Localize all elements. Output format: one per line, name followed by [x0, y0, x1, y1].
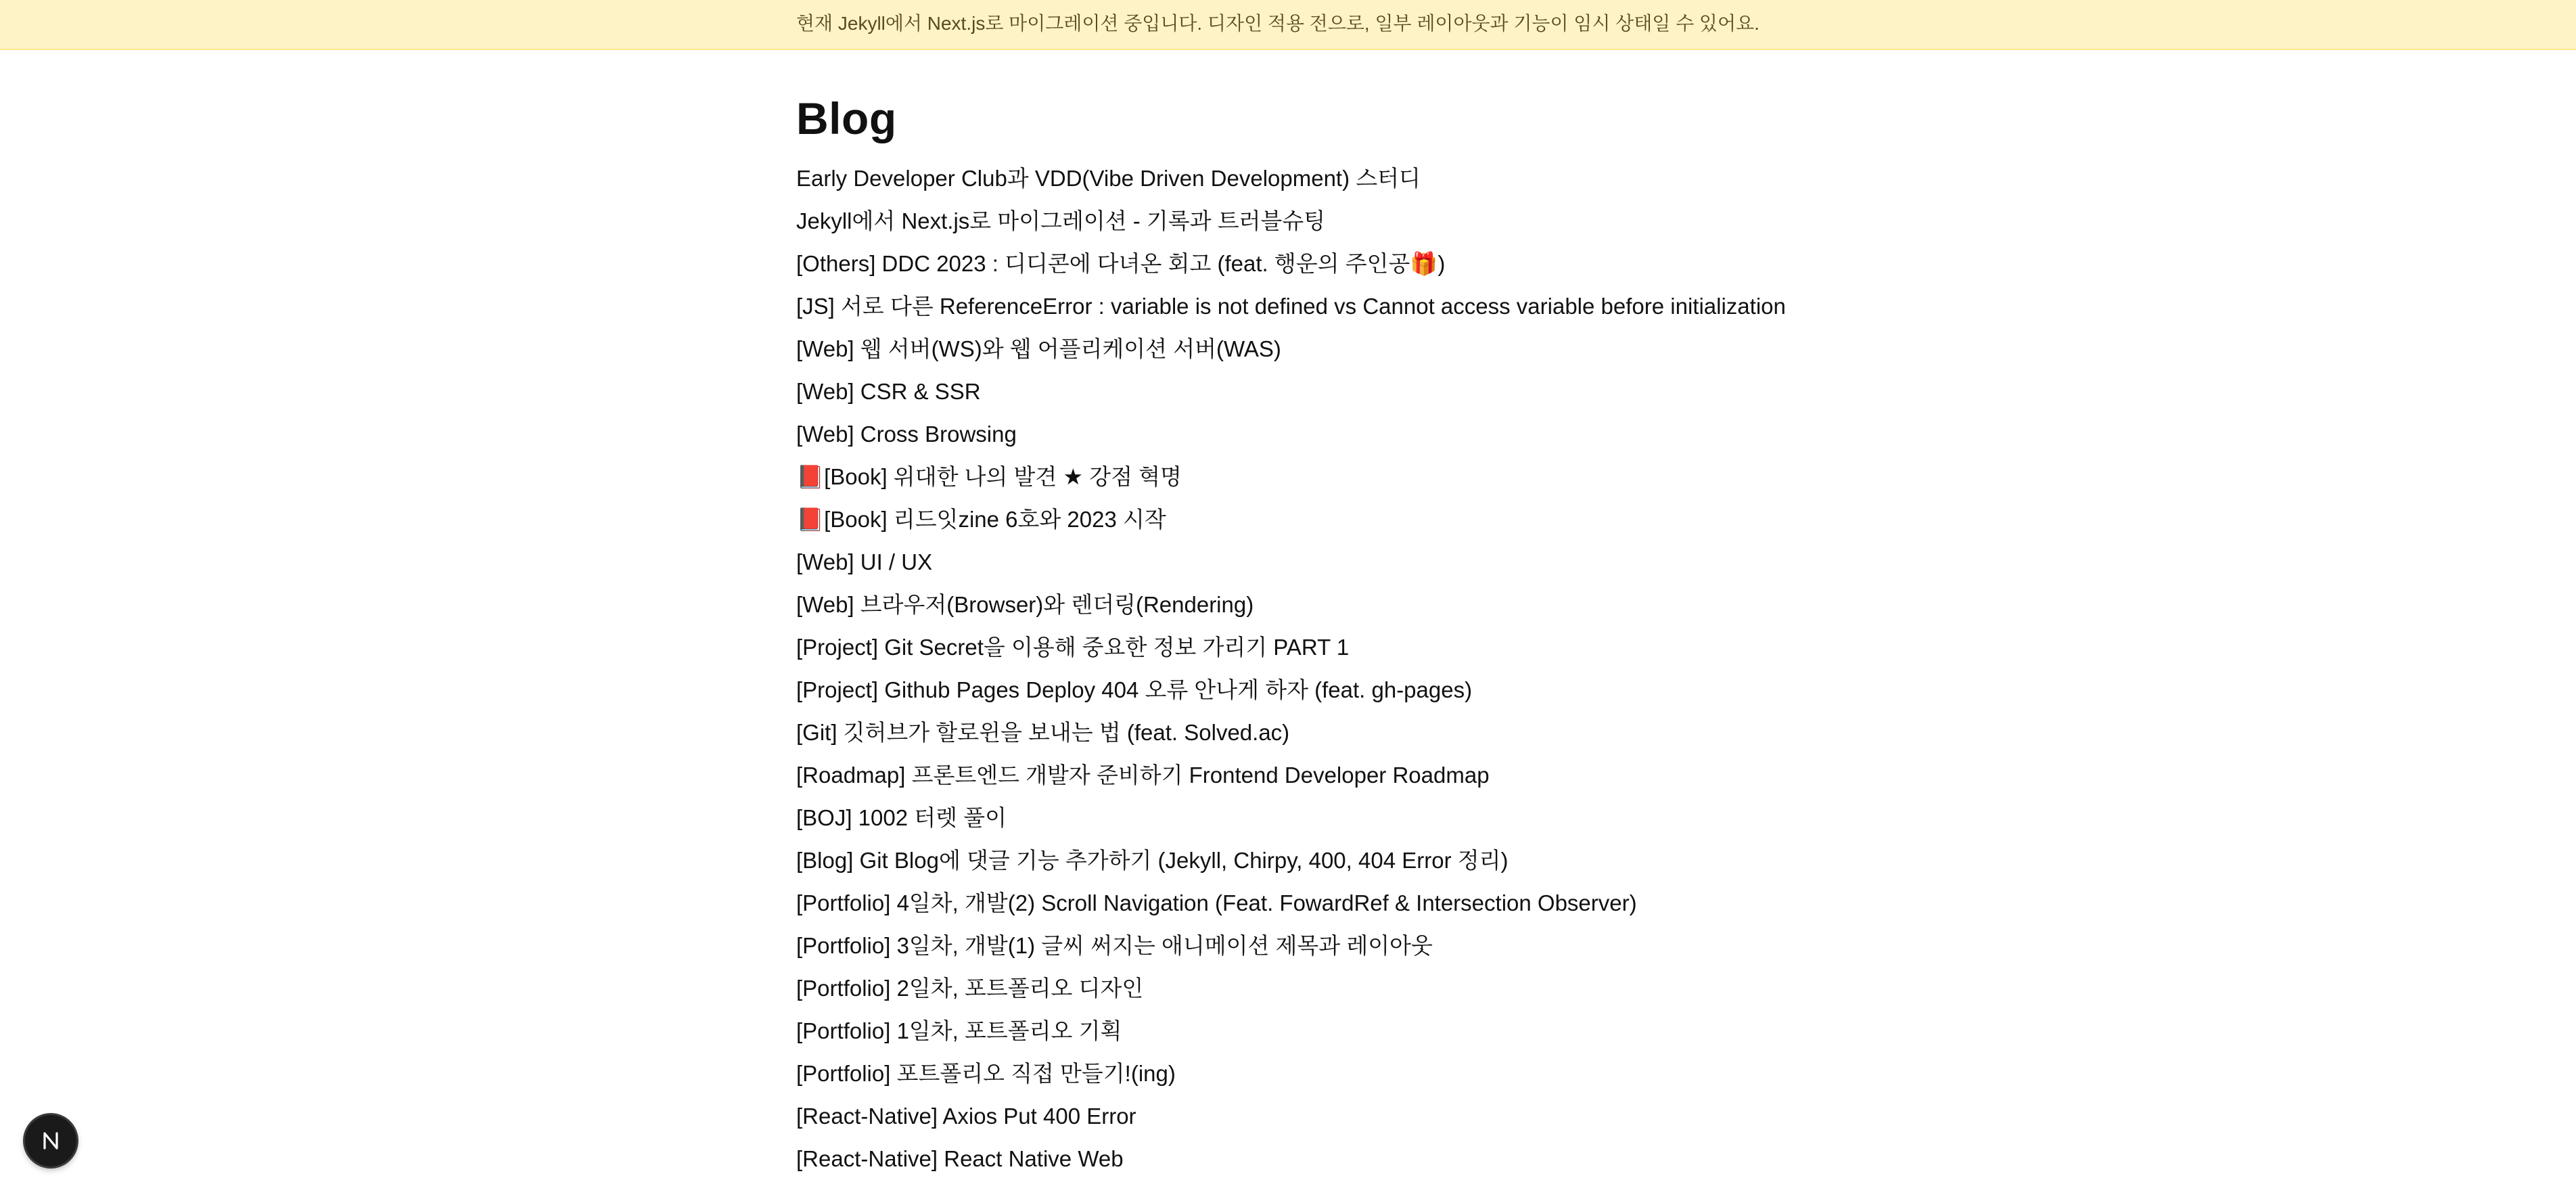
- post-list-item: [796, 413, 1786, 455]
- post-list-item: [796, 498, 1786, 541]
- post-list-item: [796, 668, 1786, 711]
- post-link[interactable]: 📕[Book] 리드잇zine 6호와 2023 시작: [796, 507, 1166, 532]
- post-link[interactable]: [Project] Github Pages Deploy 404 오류 안나게 하자 (feat. gh-pages): [796, 677, 1473, 702]
- post-link[interactable]: [Web] 브라우저(Browser)와 렌더링(Rendering): [796, 592, 1254, 617]
- post-link[interactable]: [Web] 웹 서버(WS)와 웹 어플리케이션 서버(WAS): [796, 336, 1281, 361]
- post-list-item: [796, 157, 1786, 200]
- post-link[interactable]: [Blog] Git Blog에 댓글 기능 추가하기 (Jekyll, Chirpy, 400, 404 Error 정리): [796, 848, 1509, 873]
- post-link[interactable]: [Web] UI / UX: [796, 549, 933, 574]
- post-list-item: [796, 541, 1786, 583]
- post-list-item: [796, 242, 1786, 285]
- post-link[interactable]: [JS] 서로 다른 ReferenceError : variable is not defined vs Cannot access variable before initialization: [796, 294, 1786, 319]
- post-link[interactable]: 📕[Book] 위대한 나의 발견 ★ 강점 혁명: [796, 464, 1182, 489]
- post-link[interactable]: [React-Native] Axios Put 400 Error: [796, 1104, 1136, 1129]
- page-title: Blog: [796, 93, 897, 143]
- migration-banner: [0, 0, 2576, 50]
- post-link[interactable]: [Portfolio] 포트폴리오 직접 만들기!(ing): [796, 1061, 1176, 1086]
- post-list-item: [796, 200, 1786, 242]
- post-link[interactable]: [Project] Git Secret을 이용해 중요한 정보 가리기 PART 1: [796, 635, 1350, 660]
- post-list-item: [796, 626, 1786, 668]
- nextjs-logo-icon: [39, 1129, 63, 1153]
- post-link[interactable]: [Portfolio] 3일차, 개발(1) 글씨 써지는 애니메이션 제목과 레이아웃: [796, 933, 1433, 958]
- post-list-item: [796, 327, 1786, 370]
- post-list-item: [796, 967, 1786, 1009]
- post-link[interactable]: [Web] Cross Browsing: [796, 422, 1017, 447]
- post-list-item: [796, 839, 1786, 882]
- post-link[interactable]: [React-Native] React Native Web: [796, 1146, 1124, 1171]
- post-link[interactable]: Jekyll에서 Next.js로 마이그레이션 - 기록과 트러블슈팅: [796, 208, 1326, 233]
- post-list-item: [796, 924, 1786, 967]
- post-link[interactable]: Early Developer Club과 VDD(Vibe Driven Development) 스터디: [796, 166, 1421, 191]
- post-link[interactable]: [BOJ] 1002 터렛 풀이: [796, 805, 1007, 830]
- post-list-item: [796, 455, 1786, 498]
- post-list-item: [796, 711, 1786, 754]
- post-link[interactable]: [Git] 깃허브가 할로윈을 보내는 법 (feat. Solved.ac): [796, 720, 1290, 745]
- post-list-item: [796, 1052, 1786, 1095]
- post-link[interactable]: [Portfolio] 2일차, 포트폴리오 디자인: [796, 976, 1144, 1001]
- post-link[interactable]: [Portfolio] 1일차, 포트폴리오 기획: [796, 1018, 1122, 1043]
- post-link[interactable]: [Web] CSR & SSR: [796, 379, 981, 404]
- post-list-item: [796, 285, 1786, 327]
- banner-message: 현재 Jekyll에서 Next.js로 마이그레이션 중입니다. 디자인 적용 전으로, 일부 레이아웃과 기능이 임시 상태일 수 있어요.: [796, 13, 1760, 34]
- post-list: [796, 157, 1786, 1180]
- post-list-item: [796, 583, 1786, 626]
- post-link[interactable]: [Roadmap] 프론트엔드 개발자 준비하기 Frontend Developer Roadmap: [796, 763, 1490, 788]
- post-list-item: [796, 1137, 1786, 1180]
- post-list-item: [796, 370, 1786, 413]
- post-list-item: [796, 754, 1786, 796]
- post-list-item: [796, 882, 1786, 924]
- post-list-item: [796, 1095, 1786, 1137]
- post-link[interactable]: [Portfolio] 4일차, 개발(2) Scroll Navigation (Feat. FowardRef & Intersection Observer): [796, 890, 1637, 915]
- nextjs-dev-indicator-button[interactable]: [25, 1115, 76, 1166]
- post-link[interactable]: [Others] DDC 2023 : 디디콘에 다녀온 회고 (feat. 행운의 주인공🎁): [796, 251, 1446, 276]
- post-list-item: [796, 1009, 1786, 1052]
- post-list-item: [796, 796, 1786, 839]
